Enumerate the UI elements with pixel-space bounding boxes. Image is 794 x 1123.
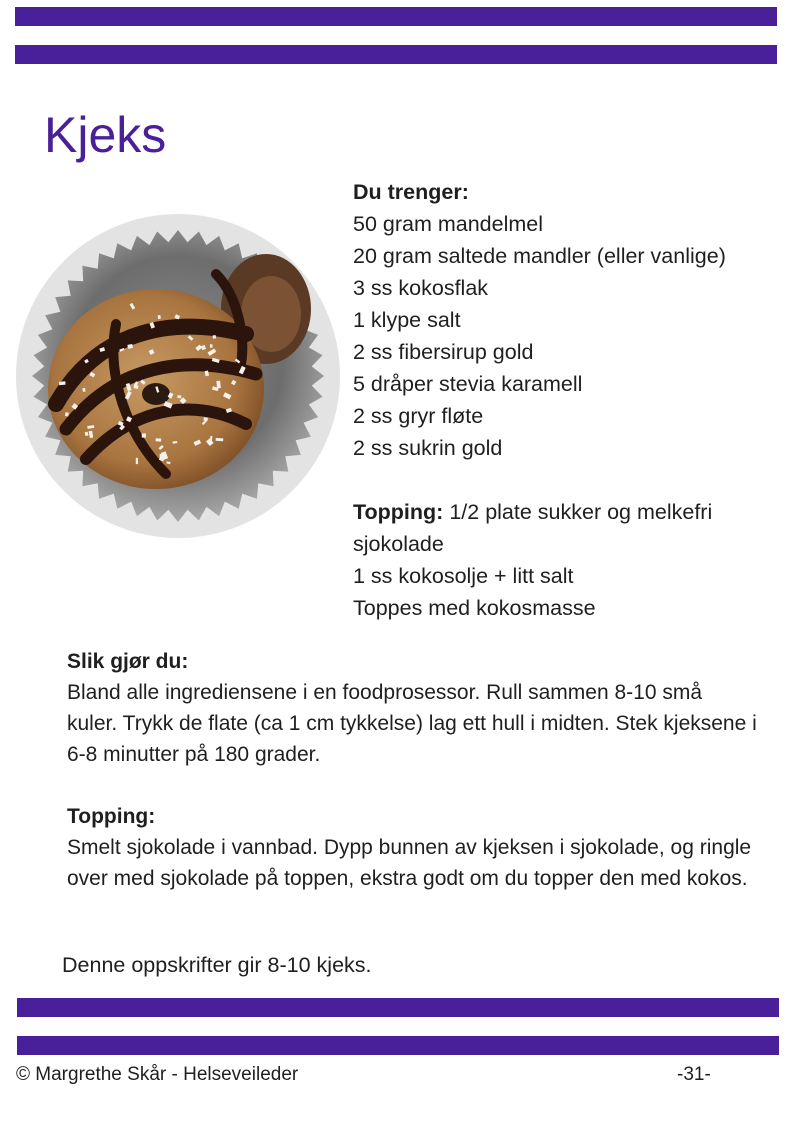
coconut-flake xyxy=(177,395,181,398)
ingredients-heading: Du trenger: xyxy=(353,180,469,204)
method-topping-text: Smelt sjokolade i vannbad. Dypp bunnen av kjeksen i sjokolade, og ringle over med sjokolade på toppen, ekstra godt om du topper den med kokos. xyxy=(67,836,752,890)
coconut-flake xyxy=(136,458,138,464)
coconut-flake xyxy=(59,381,66,385)
coconut-flake xyxy=(216,438,224,441)
topping-ingredients xyxy=(353,496,783,560)
method-heading: Slik gjør du: xyxy=(67,650,189,673)
method-text: Bland alle ingrediensene i en foodprosessor. Rull sammen 8-10 små kuler. Trykk de flate (ca 1 cm tykkelse) lag ett hull i midten. Stek kjeksene i 6-8 minutter på 180 grader. xyxy=(67,681,757,766)
coconut-flake xyxy=(213,335,216,339)
page-title: Kjeks xyxy=(44,107,167,163)
ingredient-item: 2 ss gryr fløte xyxy=(353,404,484,428)
coconut-flake xyxy=(156,438,162,441)
top-bar-1 xyxy=(15,7,777,26)
coconut-flake xyxy=(65,412,69,416)
method-section xyxy=(67,646,757,894)
yield-text: Denne oppskrifter gir 8-10 kjeks. xyxy=(62,953,372,977)
cookie-photo xyxy=(16,214,340,538)
coconut-flake xyxy=(210,344,213,348)
ingredient-item: 2 ss fibersirup gold xyxy=(353,340,534,364)
ingredient-item: 2 ss sukrin gold xyxy=(353,436,503,460)
method-topping-heading: Topping: xyxy=(67,805,156,828)
ingredient-item: 5 dråper stevia karamell xyxy=(353,372,583,396)
footer-copyright: © Margrethe Skår - Helseveileder xyxy=(16,1064,299,1085)
top-bar-2 xyxy=(15,45,777,64)
ingredient-item: 3 ss kokosflak xyxy=(353,276,489,300)
coconut-flake xyxy=(216,381,221,389)
topping-text: 1/2 plate sukker og melkefri sjokolade xyxy=(353,500,713,556)
topping-item: Toppes med kokosmasse xyxy=(353,596,596,620)
topping-item: 1 ss kokosolje + litt salt xyxy=(353,564,574,588)
ingredient-item: 50 gram mandelmel xyxy=(353,212,544,236)
ingredients-list xyxy=(353,176,783,624)
footer-page-number: -31- xyxy=(677,1064,711,1085)
coconut-flake xyxy=(158,315,161,319)
bottom-bar-1 xyxy=(17,998,779,1017)
ingredient-item: 20 gram saltede mandler (eller vanlige) xyxy=(353,244,726,268)
coconut-flake xyxy=(203,417,207,421)
bottom-bar-2 xyxy=(17,1036,779,1055)
ingredient-item: 1 klype salt xyxy=(353,308,461,332)
coconut-flake xyxy=(142,433,146,437)
topping-label: Topping: xyxy=(353,500,444,524)
